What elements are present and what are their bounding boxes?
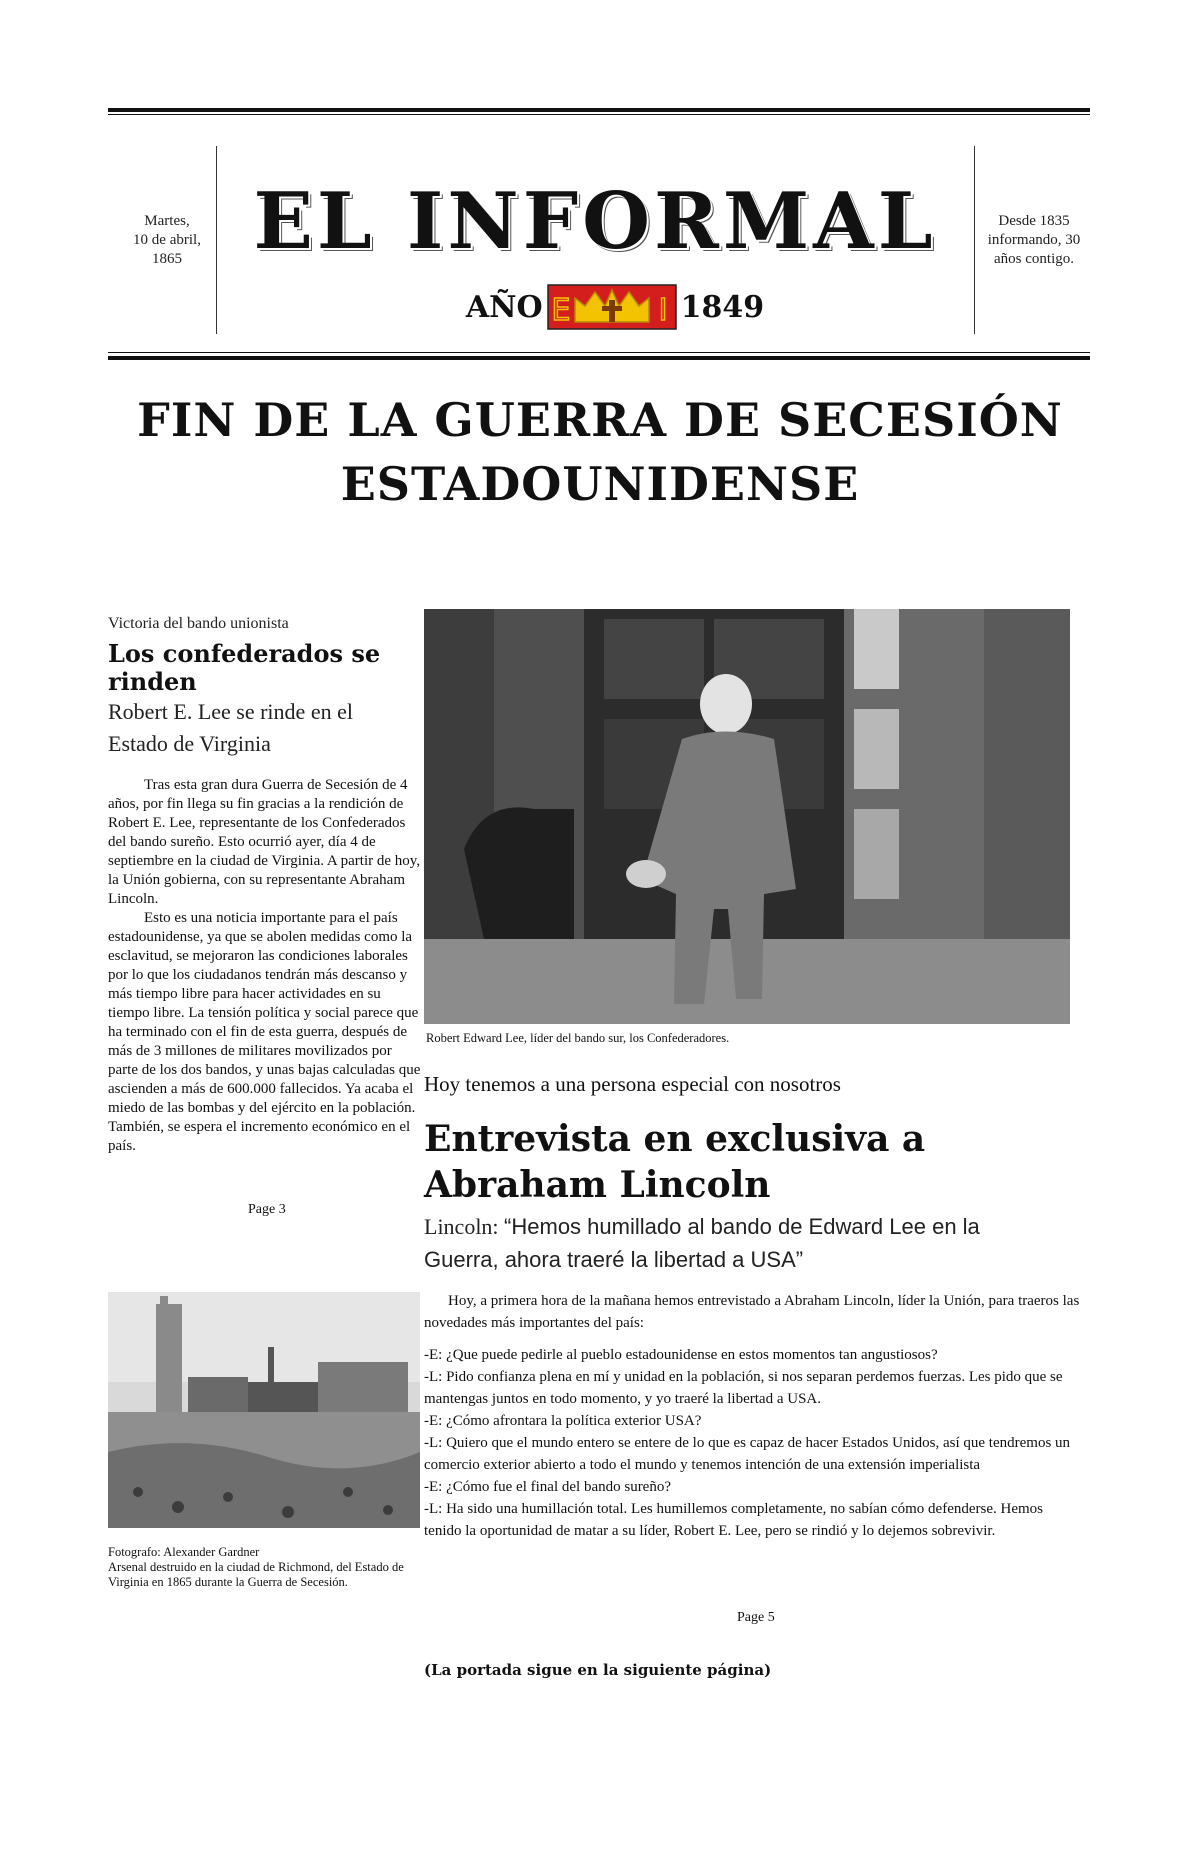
interview-question: -E: ¿Cómo fue el final del bando sureño? [424,1479,672,1495]
ruins-caption-credit: Fotografo: Alexander Gardner [108,1545,260,1559]
year-row [445,284,785,330]
date-line-day: 10 de abril, [133,232,201,248]
interview-answer: -L: Pido confianza plena en mí y unidad en la población, si nos separan perdemos fuerzas. Les pido que se mantengas juntos en todo momento, y yo traeré la libertad a USA. [424,1369,1063,1407]
newspaper-title: EL INFORMAL [253,176,937,267]
interview-title-line: Entrevista en exclusiva a [424,1118,926,1160]
lead-title [108,640,428,696]
interview-kicker: Hoy tenemos a una persona especial con nosotros [424,1072,841,1096]
interview-subtitle-prefix: Lincoln: [424,1214,505,1239]
interview-subtitle [424,1210,1034,1276]
lead-body [108,776,424,1156]
richmond-ruins-image [108,1292,420,1528]
tagline-line: Desde 1835 [998,213,1070,229]
tagline-line: años contigo. [994,251,1074,267]
year-prefix: AÑO [465,289,543,325]
tagline-line: informando, 30 [987,232,1081,248]
bottom-rule [108,356,1090,360]
lee-portrait-image [424,609,1070,1024]
top-rule [108,108,1090,112]
issue-date [108,212,226,269]
interview-question: -E: ¿Cómo afrontara la política exterior USA? [424,1413,702,1429]
lead-subtitle-line: Estado de Virginia [108,731,271,756]
lead-title-line: Los confederados se [108,639,381,668]
date-line-year: 1865 [152,251,182,267]
main-headline [60,388,1140,516]
ruins-photo-caption [108,1545,420,1590]
ruins-caption-text: Arsenal destruido en la ciudad de Richmond, del Estado de Virginia en 1865 durante la Guerra de Secesión. [108,1560,404,1589]
svg-text:E: E [551,293,571,328]
lee-photo [424,609,1070,1024]
headline-line-1: FIN DE LA GUERRA DE SECESIÓN [137,393,1063,447]
lee-photo-caption: Robert Edward Lee, líder del bando sur, los Confederadores. [426,1031,730,1045]
interview-title-line: Abraham Lincoln [424,1164,771,1206]
svg-text:I: I [658,293,668,328]
ruins-photo [108,1292,420,1528]
continued-note: (La portada sigue en la siguiente página) [424,1661,772,1679]
interview-question: -E: ¿Que puede pedirle al pueblo estadounidense en estos momentos tan angustiosos? [424,1347,938,1363]
masthead-divider-left [216,146,217,334]
interview-answer: -L: Quiero que el mundo entero se entere de lo que es capaz de hacer Estados Unidos, así que tendremos un comercio exterior abierto a todo el mundo y tenemos intención de una extensión imperialista [424,1435,1071,1473]
interview-subtitle-quote: “Hemos humillado al bando de Edward Lee en la Guerra, ahora traeré la libertad a USA” [424,1214,980,1272]
masthead-divider-right [974,146,975,334]
year-number: 1849 [680,289,765,325]
interview-title [424,1116,1084,1208]
tagline [978,212,1090,269]
headline-line-2: ESTADOUNIDENSE [340,457,860,511]
page-number-3: Page 3 [248,1202,286,1217]
crown-emblem-icon [547,284,677,330]
lead-subtitle [108,696,428,760]
lead-kicker: Victoria del bando unionista [108,615,289,632]
lead-paragraph: Tras esta gran dura Guerra de Secesión de 4 años, por fin llega su fin gracias a la rendición de Robert E. Lee, representante de los Confederados del bando sureño. Esto ocurrió ayer, día 4 de septiembre en la ciudad de Virginia. A partir de hoy, la Unión gobierna, con su representante Abraham Lincoln. [108,777,421,907]
lead-subtitle-line: Robert E. Lee se rinde en el [108,699,353,724]
date-line-weekday: Martes, [144,213,190,229]
interview-answer: -L: Ha sido una humillación total. Les humillemos completamente, no sabían cómo defenderse. Hemos tenido la oportunidad de matar a su líder, Robert E. Lee, pero se rindió y lo dejemos sobrevivir. [424,1501,1044,1539]
interview-body [424,1290,1084,1542]
interview-intro: Hoy, a primera hora de la mañana hemos entrevistado a Abraham Lincoln, líder la Unión, para traeros las novedades más importantes del país: [424,1293,1080,1331]
lead-title-line: rinden [108,667,197,696]
top-rule-thin [108,114,1090,115]
page-number-5: Page 5 [737,1610,775,1625]
lead-paragraph: Esto es una noticia importante para el país estadounidense, ya que se abolen medidas como la esclavitud, se mejoraron las condiciones laborales por lo que los ciudadanos tendrán más descanso y más tiempo libre para hacer actividades en su tiempo libre. La tensión política y social parece que ha terminado con el fin de esta guerra, después de más de 3 millones de militares movilizados por parte de los dos bandos, y unas bajas calculadas que ascienden a más de 600.000 fallecidos. Ya acaba el miedo de las bombas y del ejército en la población. También, se espera el incremento económico en el país. [108,910,421,1154]
bottom-rule-thin [108,352,1090,353]
